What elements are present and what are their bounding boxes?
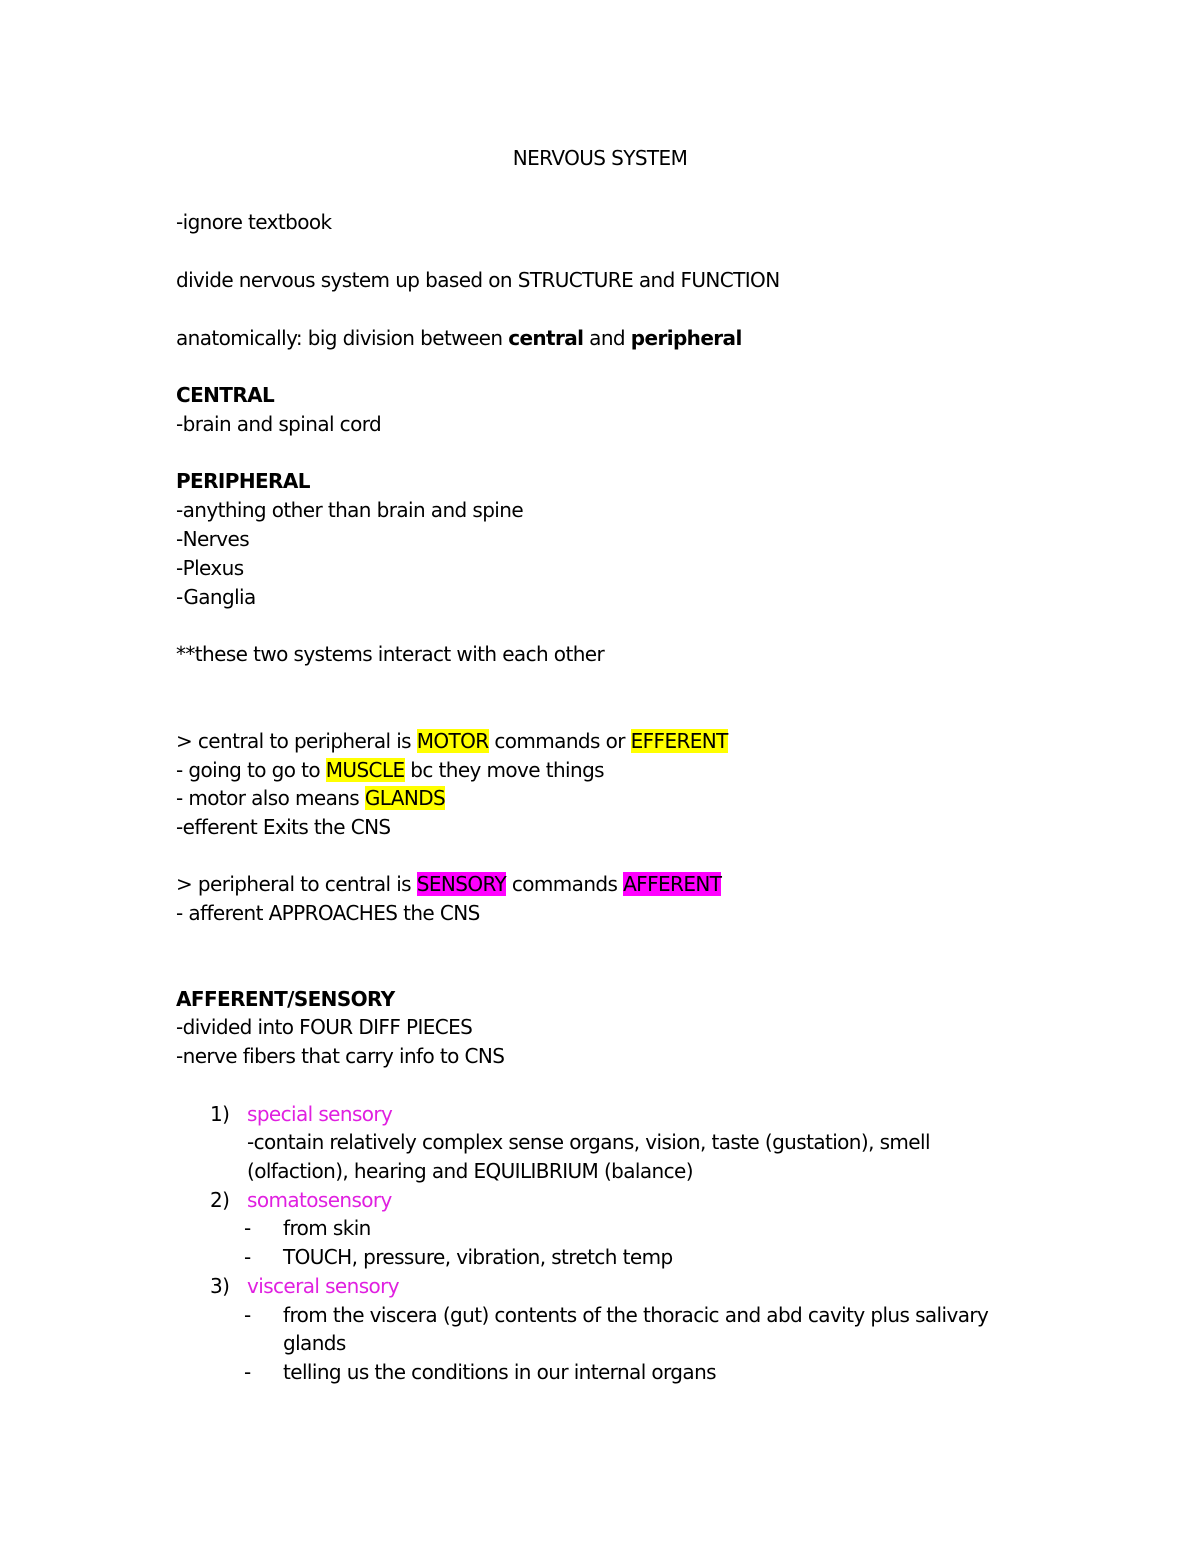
motor-line-2: - going to go to MUSCLE bc they move things bbox=[176, 758, 605, 782]
central-item: -brain and spinal cord bbox=[176, 412, 382, 436]
peripheral-item: -anything other than brain and spine bbox=[176, 498, 524, 522]
bullet-dash: - bbox=[244, 1245, 252, 1269]
list-item-title: special sensory bbox=[247, 1102, 393, 1126]
central-heading: CENTRAL bbox=[176, 383, 275, 407]
peripheral-item: -Plexus bbox=[176, 556, 244, 580]
motor-line-1: > central to peripheral is MOTOR commands or EFFERENT bbox=[176, 729, 728, 753]
sensory-line-1: > peripheral to central is SENSORY commands AFFERENT bbox=[176, 872, 722, 896]
muscle-highlight: MUSCLE bbox=[325, 758, 405, 782]
peripheral-heading: PERIPHERAL bbox=[176, 469, 310, 493]
intro-line-1: -ignore textbook bbox=[176, 210, 332, 234]
bullet-dash: - bbox=[244, 1216, 252, 1240]
list-number: 3) bbox=[210, 1274, 230, 1298]
afferent-highlight: AFFERENT bbox=[623, 872, 722, 896]
afferent-line-1: -divided into FOUR DIFF PIECES bbox=[176, 1015, 473, 1039]
list-bullet-text: glands bbox=[283, 1331, 346, 1355]
list-item-title: visceral sensory bbox=[247, 1274, 400, 1298]
efferent-highlight: EFFERENT bbox=[630, 729, 728, 753]
afferent-heading: AFFERENT/SENSORY bbox=[176, 987, 395, 1011]
list-bullet-text: from skin bbox=[283, 1216, 371, 1240]
list-item-detail: (olfaction), hearing and EQUILIBRIUM (balance) bbox=[247, 1159, 693, 1183]
glands-highlight: GLANDS bbox=[364, 786, 446, 810]
sensory-highlight: SENSORY bbox=[416, 872, 507, 896]
motor-highlight: MOTOR bbox=[416, 729, 489, 753]
list-number: 1) bbox=[210, 1102, 230, 1126]
peripheral-item: -Nerves bbox=[176, 527, 250, 551]
list-bullet-text: from the viscera (gut) contents of the thoracic and abd cavity plus salivary bbox=[283, 1303, 989, 1327]
intro-line-2: divide nervous system up based on STRUCTURE and FUNCTION bbox=[176, 268, 780, 292]
motor-line-3: - motor also means GLANDS bbox=[176, 786, 446, 810]
list-number: 2) bbox=[210, 1188, 230, 1212]
motor-line-4: -efferent Exits the CNS bbox=[176, 815, 391, 839]
interact-note: **these two systems interact with each other bbox=[176, 642, 605, 666]
bullet-dash: - bbox=[244, 1360, 252, 1384]
page-title: NERVOUS SYSTEM bbox=[512, 146, 688, 170]
bullet-dash: - bbox=[244, 1303, 252, 1327]
list-item-title: somatosensory bbox=[247, 1188, 392, 1212]
intro-line-3: anatomically: big division between central and peripheral bbox=[176, 326, 742, 350]
list-item-detail: -contain relatively complex sense organs, vision, taste (gustation), smell bbox=[247, 1130, 930, 1154]
list-bullet-text: telling us the conditions in our internal organs bbox=[283, 1360, 716, 1384]
afferent-line-2: -nerve fibers that carry info to CNS bbox=[176, 1044, 505, 1068]
list-bullet-text: TOUCH, pressure, vibration, stretch temp bbox=[283, 1245, 673, 1269]
sensory-line-2: - afferent APPROACHES the CNS bbox=[176, 901, 480, 925]
peripheral-item: -Ganglia bbox=[176, 585, 256, 609]
